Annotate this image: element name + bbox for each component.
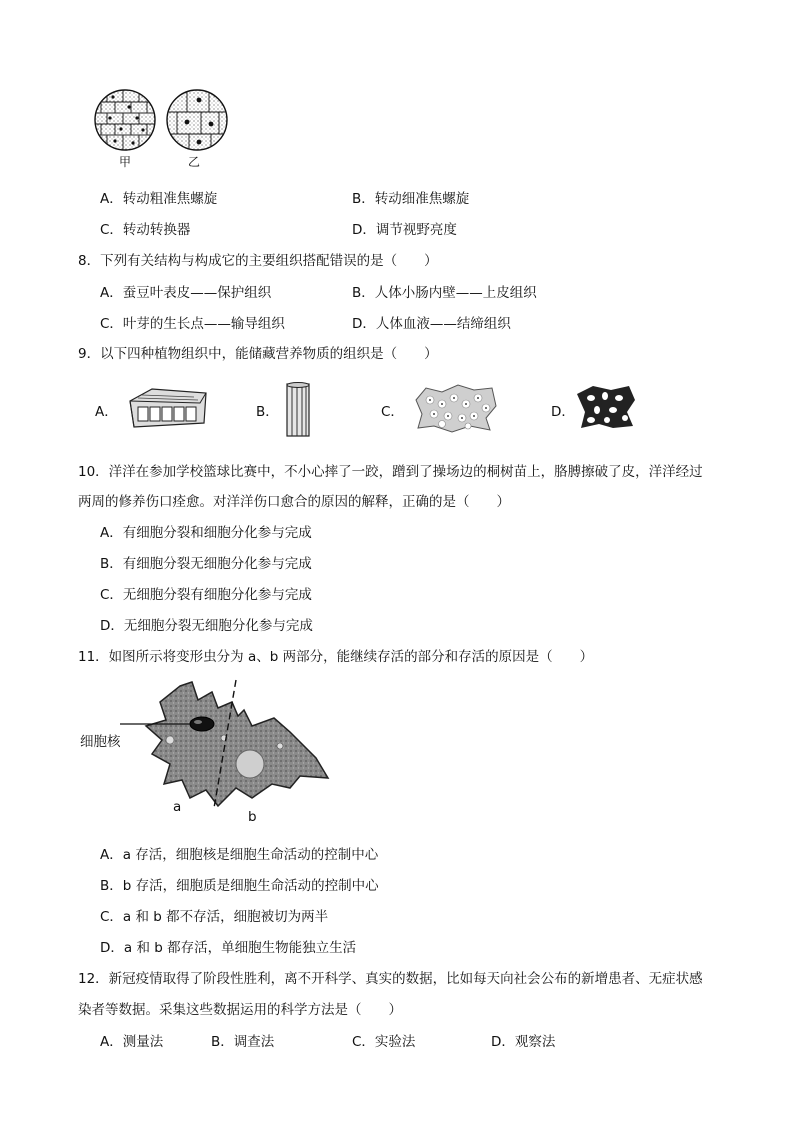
q7-option-a[interactable]: A．转动粗准焦螺旋: [100, 191, 218, 207]
nucleus-label: 细胞核: [80, 734, 121, 750]
q12-option-a[interactable]: A．测量法: [100, 1034, 164, 1050]
q10-option-d[interactable]: D．无细胞分裂无细胞分化参与完成: [100, 618, 313, 634]
q12-option-c[interactable]: C．实验法: [352, 1034, 416, 1050]
q9-option-d[interactable]: D．: [551, 404, 575, 420]
q10-option-c[interactable]: C．无细胞分裂有细胞分化参与完成: [100, 587, 312, 603]
tissue-d-image: [573, 382, 637, 432]
q11-option-c[interactable]: C．a 和 b 都不存活，细胞被切为两半: [100, 909, 329, 925]
q12-stem-line2: 染者等数据。采集这些数据运用的科学方法是（ ）: [78, 1002, 402, 1018]
caption-jia: 甲: [119, 155, 132, 169]
q9-option-b[interactable]: B．: [256, 404, 279, 420]
q10-stem-line2: 两周的修养伤口痊愈。对洋洋伤口愈合的原因的解释，正确的是（ ）: [78, 494, 510, 510]
q9-option-a[interactable]: A．: [95, 404, 118, 420]
q12-option-d[interactable]: D．观察法: [491, 1034, 556, 1050]
q11-option-d[interactable]: D．a 和 b 都存活，单细胞生物能独立生活: [100, 940, 357, 956]
microscope-view-yi: [165, 88, 229, 152]
q11-option-b[interactable]: B．b 存活，细胞质是细胞生命活动的控制中心: [100, 878, 379, 894]
q11-stem: 11．如图所示将变形虫分为 a、b 两部分，能继续存活的部分和存活的原因是（ ）: [78, 649, 594, 665]
tissue-b-image: [284, 381, 312, 439]
q11-option-a[interactable]: A．a 存活，细胞核是细胞生命活动的控制中心: [100, 847, 379, 863]
q10-option-b[interactable]: B．有细胞分裂无细胞分化参与完成: [100, 556, 312, 572]
caption-yi: 乙: [188, 155, 201, 169]
q8-stem: 8．下列有关结构与构成它的主要组织搭配错误的是（ ）: [78, 253, 438, 269]
tissue-c-image: [412, 382, 498, 434]
part-a-label: a: [173, 799, 182, 815]
tissue-a-image: [124, 385, 210, 431]
q8-option-b[interactable]: B．人体小肠内壁——上皮组织: [352, 285, 537, 301]
q7-option-b[interactable]: B．转动细准焦螺旋: [352, 191, 470, 207]
q9-stem: 9．以下四种植物组织中，能储藏营养物质的组织是（ ）: [78, 346, 438, 362]
microscope-view-jia: [93, 88, 157, 152]
q12-stem-line1: 12．新冠疫情取得了阶段性胜利，离不开科学、真实的数据，比如每天向社会公布的新增患者、无症状感: [78, 971, 703, 987]
q9-option-c[interactable]: C．: [381, 404, 404, 420]
q8-option-c[interactable]: C．叶芽的生长点——输导组织: [100, 316, 285, 332]
q12-option-b[interactable]: B．调查法: [211, 1034, 275, 1050]
q7-option-d[interactable]: D．调节视野亮度: [352, 222, 457, 238]
q10-option-a[interactable]: A．有细胞分裂和细胞分化参与完成: [100, 525, 312, 541]
q7-option-c[interactable]: C．转动转换器: [100, 222, 191, 238]
q8-option-a[interactable]: A．蚕豆叶表皮——保护组织: [100, 285, 272, 301]
q8-option-d[interactable]: D．人体血液——结缔组织: [352, 316, 511, 332]
part-b-label: b: [248, 809, 257, 825]
amoeba-figure: [140, 680, 330, 810]
q10-stem-line1: 10．洋洋在参加学校篮球比赛中，不小心摔了一跤，蹭到了操场边的桐树苗上，胳膊擦破了皮，洋洋经过: [78, 464, 703, 480]
